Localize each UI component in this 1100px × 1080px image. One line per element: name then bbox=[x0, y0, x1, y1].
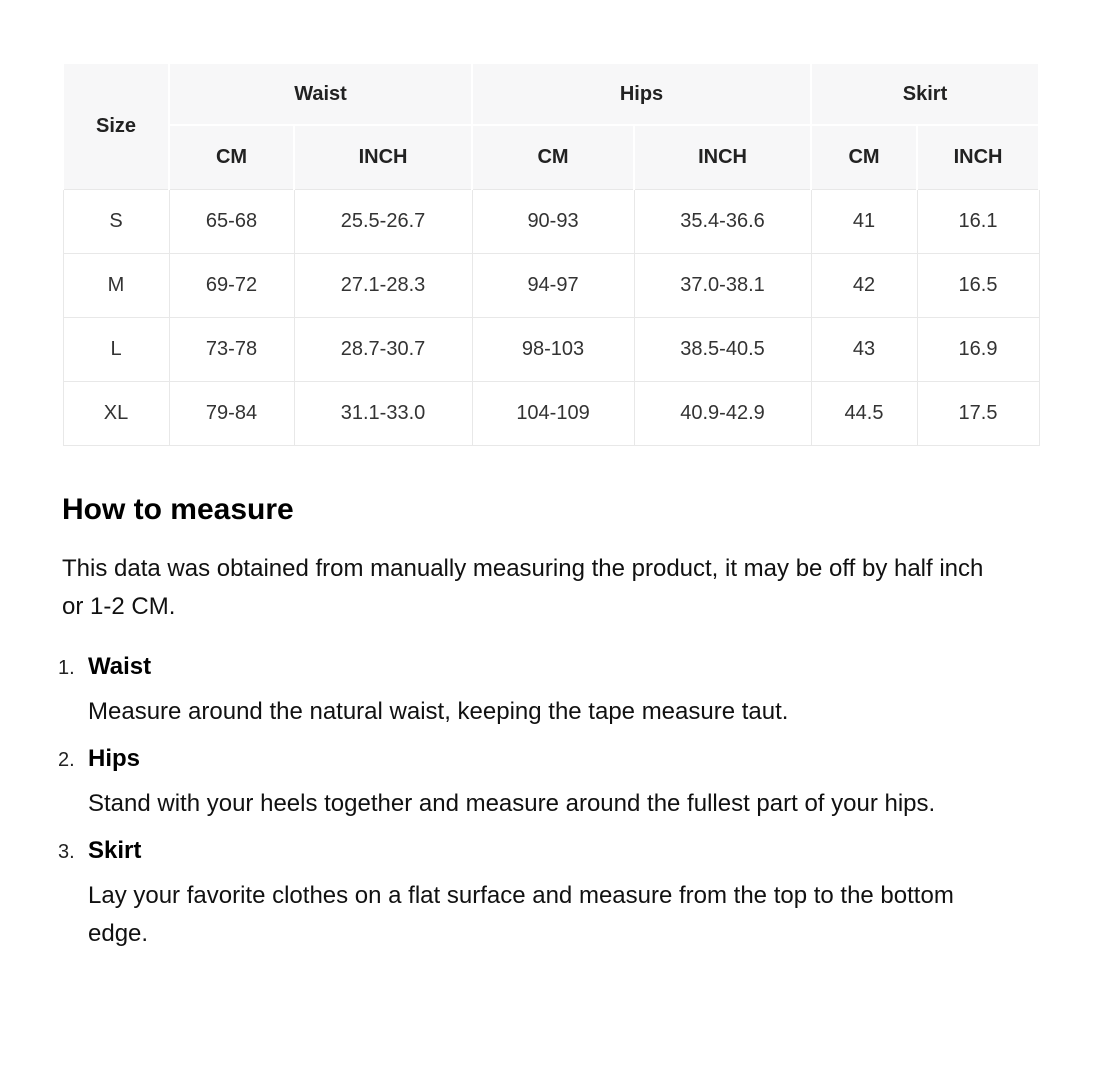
size-cell: S bbox=[63, 189, 169, 253]
table-row-m bbox=[63, 253, 1039, 317]
table-row-xl bbox=[63, 381, 1039, 445]
how-to-measure-heading: How to measure bbox=[62, 492, 294, 526]
step-heading bbox=[58, 652, 1038, 683]
waist-cm-cell: 65-68 bbox=[169, 189, 294, 253]
skirt-inch-cell: 16.1 bbox=[917, 189, 1039, 253]
hips-group-header: Hips bbox=[472, 63, 811, 125]
waist-inch-cell: 28.7-30.7 bbox=[294, 317, 472, 381]
step-description: Stand with your heels together and measure around the fullest part of your hips. bbox=[88, 789, 936, 817]
step-title: Waist bbox=[88, 652, 152, 680]
step-number: 2. bbox=[58, 748, 75, 771]
step-description: Measure around the natural waist, keeping the tape measure taut. bbox=[88, 697, 789, 725]
list-item-skirt bbox=[58, 836, 1038, 953]
skirt-group-header: Skirt bbox=[811, 63, 1039, 125]
skirt-inch-cell: 17.5 bbox=[917, 381, 1039, 445]
list-item-hips bbox=[58, 744, 1038, 823]
step-number: 1. bbox=[58, 656, 75, 679]
header-unit-row bbox=[63, 125, 1039, 189]
skirt-cm-header: CM bbox=[811, 125, 917, 189]
waist-cm-header: CM bbox=[169, 125, 294, 189]
step-heading bbox=[58, 744, 1038, 775]
skirt-cm-cell: 42 bbox=[811, 253, 917, 317]
step-description: Lay your favorite clothes on a flat surface and measure from the top to the bottom edge. bbox=[88, 881, 954, 947]
hips-inch-cell: 38.5-40.5 bbox=[634, 317, 811, 381]
waist-cm-cell: 69-72 bbox=[169, 253, 294, 317]
step-number: 3. bbox=[58, 840, 75, 863]
hips-cm-header: CM bbox=[472, 125, 634, 189]
size-chart-body bbox=[63, 189, 1039, 445]
list-item-waist bbox=[58, 652, 1038, 731]
size-cell: M bbox=[63, 253, 169, 317]
waist-inch-cell: 25.5-26.7 bbox=[294, 189, 472, 253]
step-title: Skirt bbox=[88, 836, 142, 864]
step-heading bbox=[58, 836, 1038, 867]
skirt-cm-cell: 41 bbox=[811, 189, 917, 253]
size-cell: L bbox=[63, 317, 169, 381]
hips-cm-cell: 94-97 bbox=[472, 253, 634, 317]
hips-cm-cell: 104-109 bbox=[472, 381, 634, 445]
waist-cm-cell: 79-84 bbox=[169, 381, 294, 445]
hips-inch-cell: 37.0-38.1 bbox=[634, 253, 811, 317]
skirt-cm-cell: 44.5 bbox=[811, 381, 917, 445]
waist-group-header: Waist bbox=[169, 63, 472, 125]
skirt-inch-cell: 16.5 bbox=[917, 253, 1039, 317]
measure-steps-list bbox=[58, 652, 1038, 953]
size-chart-table bbox=[62, 62, 1040, 446]
measure-disclaimer-text: This data was obtained from manually measuring the product, it may be off by half inch or 1-2 CM. bbox=[62, 554, 984, 620]
waist-inch-cell: 27.1-28.3 bbox=[294, 253, 472, 317]
waist-cm-cell: 73-78 bbox=[169, 317, 294, 381]
hips-inch-header: INCH bbox=[634, 125, 811, 189]
hips-cm-cell: 98-103 bbox=[472, 317, 634, 381]
hips-cm-cell: 90-93 bbox=[472, 189, 634, 253]
skirt-inch-header: INCH bbox=[917, 125, 1039, 189]
size-cell: XL bbox=[63, 381, 169, 445]
skirt-inch-cell: 16.9 bbox=[917, 317, 1039, 381]
hips-inch-cell: 40.9-42.9 bbox=[634, 381, 811, 445]
table-row-l bbox=[63, 317, 1039, 381]
size-chart-header bbox=[63, 63, 1039, 189]
table-row-s bbox=[63, 189, 1039, 253]
waist-inch-header: INCH bbox=[294, 125, 472, 189]
size-column-header: Size bbox=[63, 63, 169, 189]
waist-inch-cell: 31.1-33.0 bbox=[294, 381, 472, 445]
skirt-cm-cell: 43 bbox=[811, 317, 917, 381]
step-title: Hips bbox=[88, 744, 141, 772]
hips-inch-cell: 35.4-36.6 bbox=[634, 189, 811, 253]
header-group-row bbox=[63, 63, 1039, 125]
